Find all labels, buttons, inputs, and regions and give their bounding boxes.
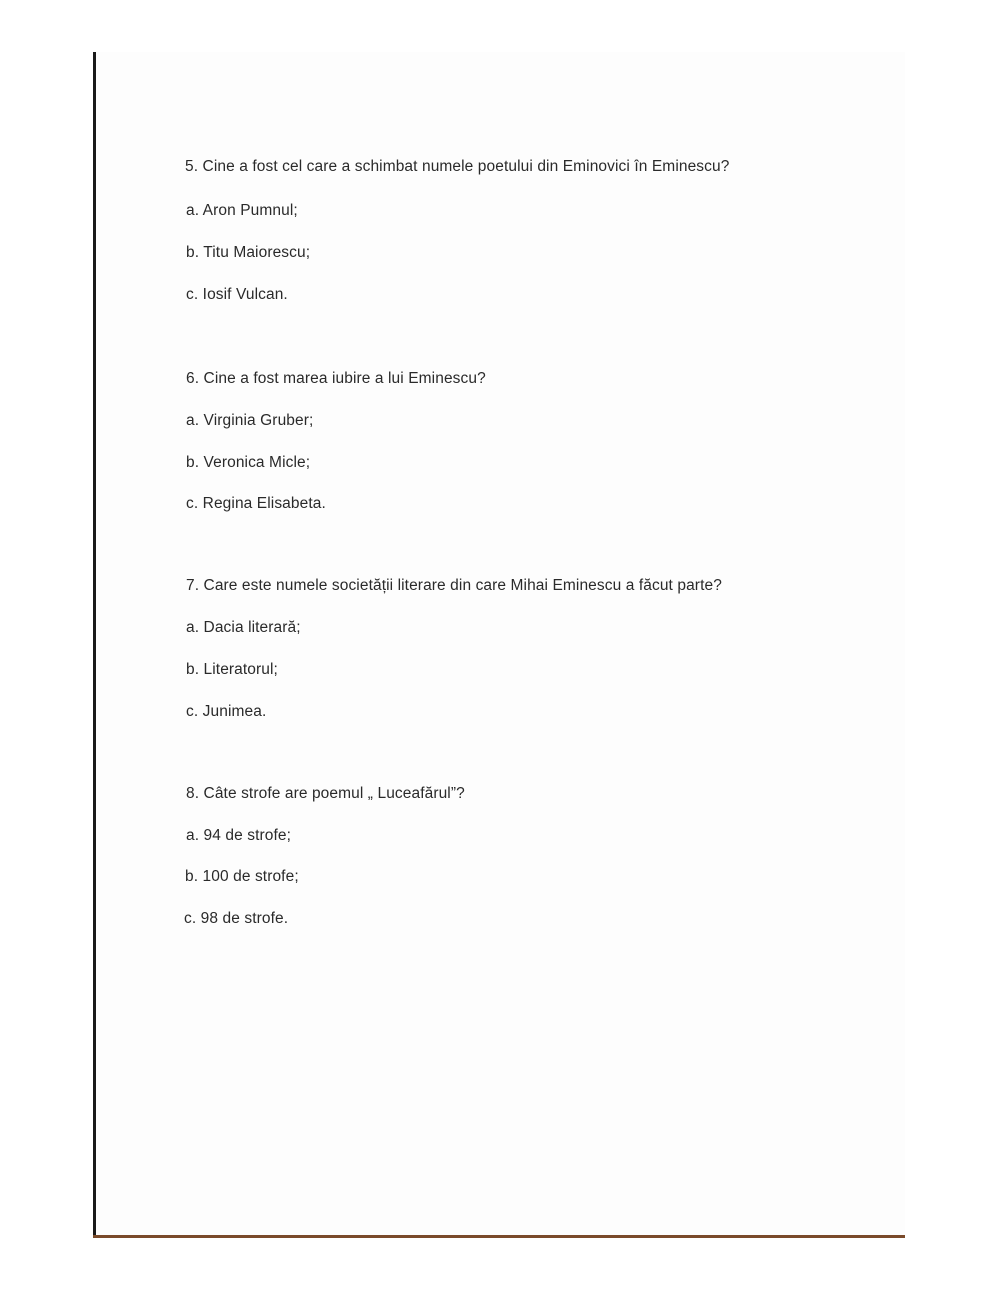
question-7-text: 7. Care este numele societății literare din care Mihai Eminescu a făcut parte?: [186, 577, 722, 594]
question-7-option-a: a. Dacia literară;: [186, 619, 301, 636]
question-7-option-c: c. Junimea.: [186, 703, 267, 720]
question-6-option-c: c. Regina Elisabeta.: [186, 495, 326, 512]
question-8-option-a: a. 94 de strofe;: [186, 827, 291, 844]
question-8-text: 8. Câte strofe are poemul „ Luceafărul”?: [186, 785, 465, 802]
question-6-option-b: b. Veronica Micle;: [186, 454, 311, 471]
question-5-option-b: b. Titu Maiorescu;: [186, 244, 311, 261]
question-5-text: 5. Cine a fost cel care a schimbat numele poetului din Eminovici în Eminescu?: [185, 158, 730, 175]
page-left-edge: [93, 52, 96, 1238]
scanned-page: [93, 52, 905, 1238]
question-8-option-b: b. 100 de strofe;: [185, 868, 299, 885]
question-5-option-a: a. Aron Pumnul;: [186, 202, 298, 219]
question-8-option-c: c. 98 de strofe.: [184, 910, 289, 927]
question-6-text: 6. Cine a fost marea iubire a lui Eminescu?: [186, 370, 486, 387]
question-6-option-a: a. Virginia Gruber;: [186, 412, 314, 429]
question-5-option-c: c. Iosif Vulcan.: [186, 286, 288, 303]
question-7-option-b: b. Literatorul;: [186, 661, 278, 678]
page-bottom-edge: [93, 1235, 905, 1238]
